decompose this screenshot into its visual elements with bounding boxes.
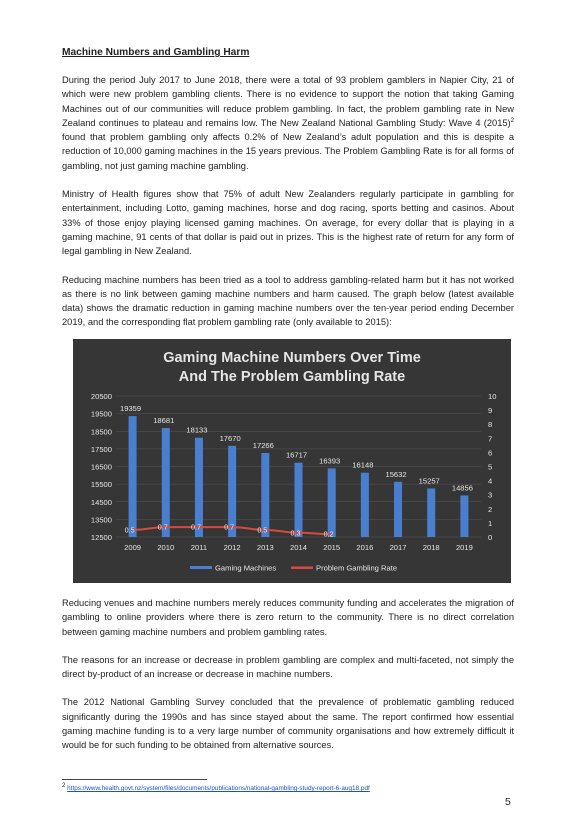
- right-axis-tick-label: 6: [488, 448, 493, 458]
- legend-label-gaming-machines: Gaming Machines: [215, 563, 277, 573]
- legend-label-problem-gambling-rate: Problem Gambling Rate: [316, 563, 398, 573]
- bar-gaming-machines-2018: [427, 488, 435, 537]
- x-axis-tick-label: 2019: [455, 543, 473, 552]
- footnote-number: 2: [62, 782, 66, 789]
- rate-value-label: 0.5: [257, 525, 268, 535]
- page-number: 5: [505, 796, 511, 808]
- left-axis-tick-label: 14500: [90, 497, 112, 507]
- x-axis-tick-label: 2018: [422, 543, 440, 552]
- left-axis-tick-label: 19500: [90, 409, 112, 419]
- bar-gaming-machines-2013: [261, 453, 269, 537]
- x-axis-tick-label: 2017: [389, 543, 407, 552]
- right-axis-tick-label: 9: [488, 406, 493, 416]
- bar-value-label: 19359: [120, 404, 142, 414]
- left-axis-tick-label: 12500: [90, 533, 112, 542]
- bar-value-label: 17266: [252, 440, 274, 450]
- document-page: [62, 46, 514, 344]
- chart-title-line-1: Gaming Machine Numbers Over Time: [163, 350, 421, 366]
- bar-value-label: 17670: [219, 433, 241, 443]
- right-axis-tick-label: 5: [488, 462, 493, 472]
- bar-value-label: 18681: [153, 416, 175, 426]
- x-axis-tick-label: 2012: [223, 543, 241, 552]
- left-axis-tick-label: 20500: [90, 392, 112, 401]
- rate-value-label: 0.7: [190, 522, 201, 532]
- footnote-marker[interactable]: 2: [510, 117, 514, 124]
- bar-value-label: 16717: [285, 450, 308, 460]
- bar-value-label: 14856: [451, 483, 473, 493]
- left-axis-tick-label: 13500: [90, 515, 112, 525]
- bar-gaming-machines-2019: [460, 495, 468, 537]
- paragraph-2: Ministry of Health figures show that 75% of adult New Zealanders regularly participate in gambling for entertainment, including Lotto, gaming machines, horse and dog racing, sports betting and casinos. About 33% of those enjoy playing licensed gaming machines. On average, for every dollar that is playing in a gaming machine, 91 cents of that dollar is paid out in prizes. This is the highest rate of return for any form of legal gambling in New Zealand.: [62, 189, 514, 257]
- footnote: [62, 784, 370, 793]
- bar-value-label: 15632: [385, 469, 407, 479]
- left-axis-tick-label: 18500: [90, 427, 112, 437]
- rate-value-label: 0.7: [224, 522, 235, 532]
- left-axis-tick-label: 15500: [90, 480, 112, 490]
- bar-value-label: 16393: [319, 456, 341, 466]
- x-axis-tick-label: 2015: [323, 543, 341, 552]
- bar-gaming-machines-2015: [328, 468, 336, 537]
- rate-value-label: 0.5: [124, 525, 135, 535]
- bar-gaming-machines-2016: [361, 473, 369, 537]
- chart-svg: [73, 339, 511, 583]
- right-axis-tick-label: 8: [488, 420, 493, 430]
- paragraph-5: The reasons for an increase or decrease in problem gambling are complex and multi-faceted, not simply the direct by-product of an increase or decrease in machine numbers.: [62, 654, 514, 680]
- paragraph-6: The 2012 National Gambling Survey concluded that the prevalence of problematic gambling reduced significantly during the 1990s and has since stayed about the same. The report confirmed how essential gaming machine funding is to a very large number of community organisations and how extremely difficult it would be for such funding to be obtained from alternative sources.: [62, 697, 514, 751]
- section-heading: Machine Numbers and Gambling Harm: [62, 47, 250, 58]
- paragraph-3: Reducing machine numbers has been tried as a tool to address gambling-related harm but it has not worked as there is no link between gaming machine numbers and harm caused. The graph below (latest available data) shows the dramatic reduction in gaming machine numbers over the ten-year period ending December 2019, and the corresponding flat problem gambling rate (only available to 2015):: [62, 274, 514, 328]
- right-axis-tick-label: 4: [488, 476, 493, 486]
- x-axis-tick-label: 2009: [124, 543, 142, 552]
- bar-value-label: 16148: [352, 460, 374, 470]
- x-axis-tick-label: 2011: [190, 543, 208, 552]
- left-axis-tick-label: 17500: [90, 444, 112, 454]
- bar-value-label: 18133: [186, 425, 208, 435]
- right-axis-tick-label: 10: [488, 392, 497, 401]
- right-axis-tick-label: 1: [488, 518, 493, 528]
- right-axis-tick-label: 7: [488, 434, 493, 444]
- bar-gaming-machines-2017: [394, 482, 402, 537]
- x-axis-tick-label: 2014: [290, 543, 307, 552]
- rate-value-label: 0.2: [323, 529, 334, 539]
- right-axis-tick-label: 3: [488, 490, 493, 500]
- legend-swatch-problem-gambling-rate: [291, 567, 313, 570]
- gaming-machines-chart: [73, 339, 511, 583]
- x-axis-tick-label: 2016: [356, 543, 374, 552]
- bar-gaming-machines-2009: [129, 416, 137, 537]
- bar-value-label: 15257: [418, 476, 440, 486]
- rate-value-label: 0.7: [157, 522, 168, 532]
- paragraph-4: Reducing venues and machine numbers merely reduces community funding and accelerates the migration of gambling to online providers where there is zero return to the community. There is no direct correlation between gaming machine numbers and problem gambling rates.: [62, 598, 514, 637]
- footnote-link[interactable]: https://www.health.govt.nz/system/files/documents/publications/national-gambling-study-report-6-aug18.pdf: [67, 785, 370, 792]
- left-axis-tick-label: 16500: [90, 462, 112, 472]
- paragraph-1: During the period July 2017 to June 2018, there were a total of 93 problem gamblers in Napier City, 21 of which were new problem gambling clients. There is no evidence to support the notion that taking Gaming Machines out of our communities will reduce problem gambling. In fact, the problem gambling rate in New Zealand continues to plateau and remains low. The New Zealand National Gambling Study: Wave 4 $(2015)^2$ found that problem gambling only affects 0.2% of New Zealand’s adult population and this is despite a reduction of 10,000 gaming machines in the 15 years previous. The Problem Gambling Rate is for all forms of gambling, not just gaming machine gambling.: [62, 75, 514, 171]
- rate-value-label: 0.3: [290, 528, 301, 538]
- legend-swatch-gaming-machines: [190, 566, 212, 569]
- right-axis-tick-label: 0: [488, 533, 493, 542]
- x-axis-tick-label: 2010: [157, 543, 175, 552]
- bar-gaming-machines-2014: [295, 463, 303, 537]
- document-lower: [62, 596, 514, 767]
- bar-gaming-machines-2010: [162, 428, 170, 537]
- right-axis-tick-label: 2: [488, 504, 493, 514]
- chart-title-line-2: And The Problem Gambling Rate: [178, 369, 406, 385]
- x-axis-tick-label: 2013: [256, 543, 274, 552]
- footnote-divider: [62, 779, 207, 780]
